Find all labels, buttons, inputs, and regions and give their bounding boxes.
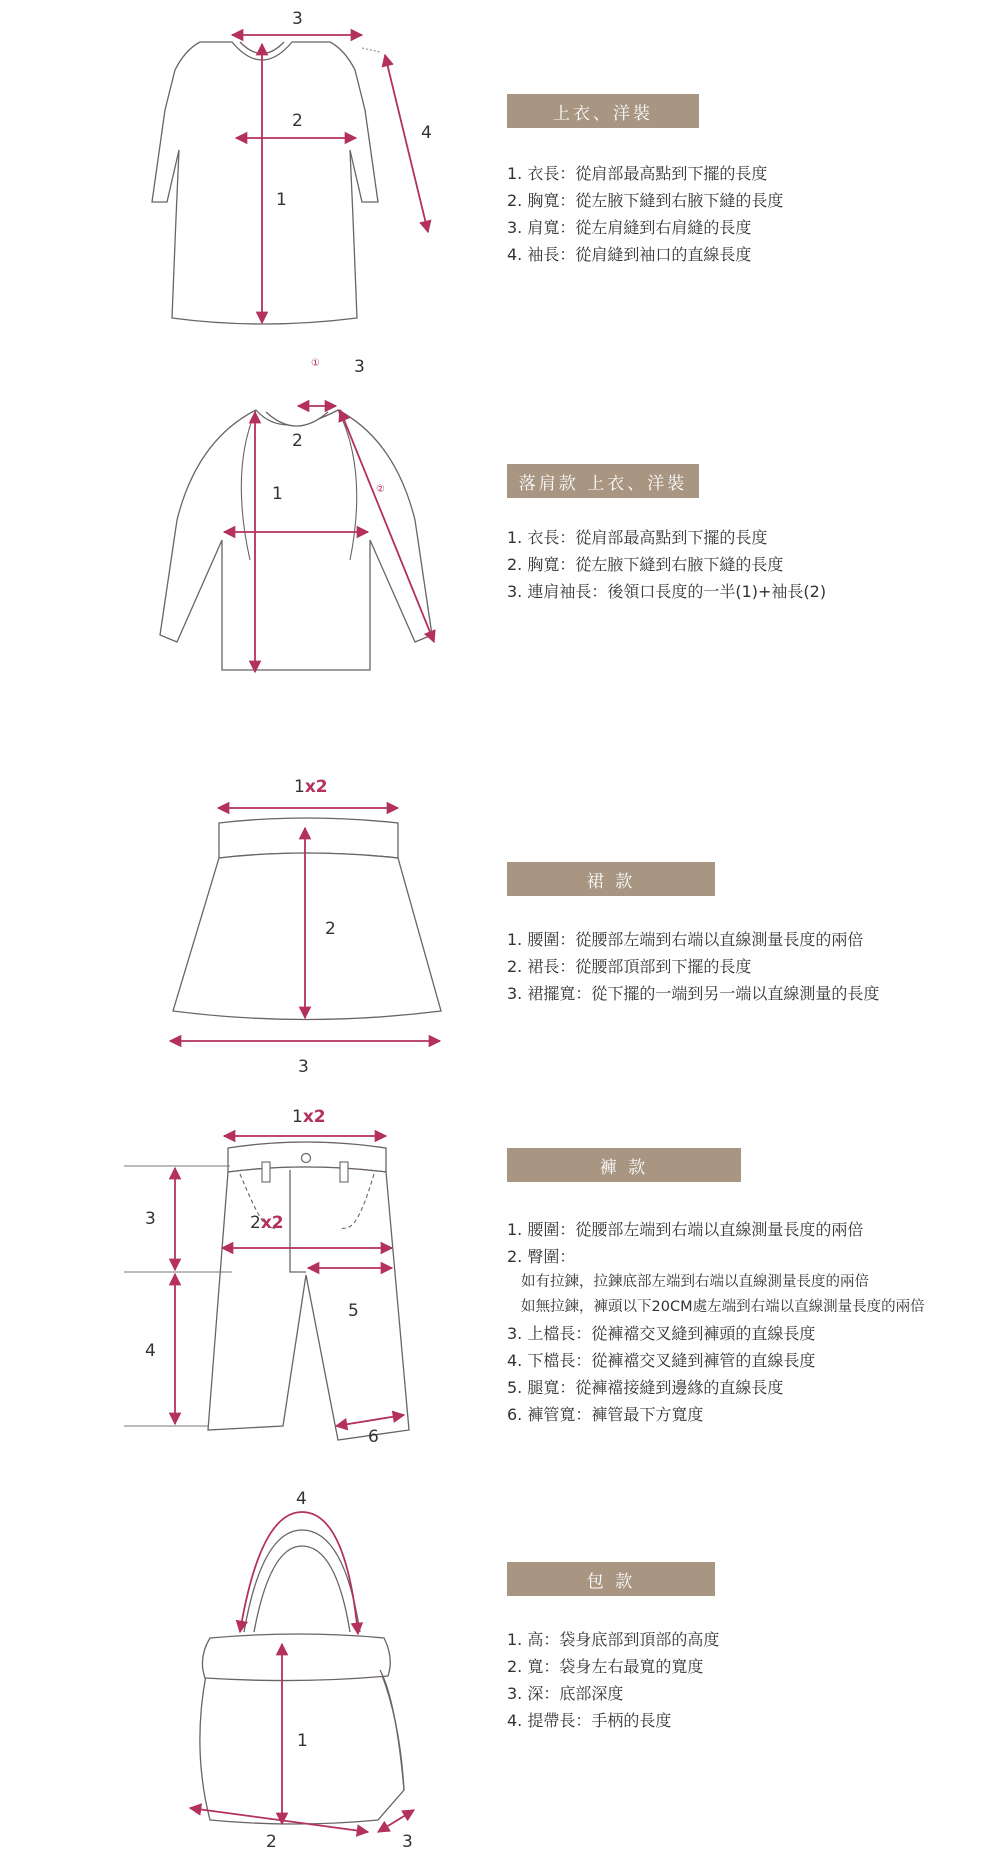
skirt-waistband [219, 818, 398, 858]
tops-item: 1. 衣長：從肩部最高點到下擺的長度 [507, 164, 768, 183]
tops-label-3: 3 [292, 9, 303, 29]
tops-item: 2. 胸寬：從左腋下縫到右腋下縫的長度 [507, 191, 784, 210]
pants-item: 6. 褲管寬：褲管最下方寬度 [507, 1405, 704, 1424]
pants-belt-loop [262, 1162, 270, 1182]
pants-label-6: 6 [368, 1427, 379, 1447]
skirt-body [173, 853, 441, 1020]
drop-shoulder-item: 1. 衣長：從肩部最高點到下擺的長度 [507, 528, 768, 547]
section-drop-shoulder [0, 357, 1000, 700]
pants-item: 2. 臀圍： [507, 1247, 576, 1266]
skirt-label-1: 1x2 [294, 777, 328, 797]
pants-items [507, 1216, 925, 1428]
tops-header: 上衣、洋裝 [507, 94, 699, 128]
bag-handle-outer [244, 1530, 360, 1632]
tops-ref-line [362, 48, 380, 52]
skirt-label-2: 2 [325, 919, 336, 939]
drop-shoulder-item: 3. 連肩袖長：後領口長度的一半(1)+袖長(2) [507, 582, 827, 601]
pants-item: 1. 腰圍：從腰部左端到右端以直線測量長度的兩倍 [507, 1220, 864, 1239]
bag-handle-inner [254, 1546, 350, 1632]
pants-diagram [0, 1100, 500, 1460]
tops-diagram [0, 0, 500, 330]
pants-header: 褲 款 [507, 1148, 741, 1182]
drop-shoulder-label-3: 3 [354, 357, 365, 377]
section-pants [0, 1100, 1000, 1460]
pants-item-sub: 如有拉鍊，拉鍊底部左端到右端以直線測量長度的兩倍 [521, 1274, 869, 1290]
pants-item: 3. 上檔長：從褲襠交叉縫到褲頭的直線長度 [507, 1324, 816, 1343]
skirt-item: 2. 裙長：從腰部頂部到下擺的長度 [507, 957, 752, 976]
skirt-diagram [0, 760, 500, 1090]
pants-label-1: 1x2 [292, 1107, 326, 1127]
drop-shoulder-items [507, 524, 826, 605]
skirt-items [507, 926, 879, 1007]
tops-label-1: 1 [276, 190, 287, 210]
bag-item: 4. 提帶長：手柄的長度 [507, 1711, 672, 1730]
pants-outline [208, 1167, 409, 1440]
pants-belt-loop [340, 1162, 348, 1182]
bag-item: 3. 深：底部深度 [507, 1684, 624, 1703]
pants-label-3: 3 [145, 1209, 156, 1229]
bag-label-2: 2 [266, 1832, 277, 1852]
section-tops [0, 0, 1000, 330]
pants-item-sub: 如無拉鍊，褲頭以下20CM處左端到右端以直線測量長度的兩倍 [521, 1299, 925, 1315]
drop-shoulder-label-1: 1 [272, 484, 283, 504]
bag-header: 包 款 [507, 1562, 715, 1596]
pants-label-2: 2x2 [250, 1213, 284, 1233]
bag-item: 1. 高：袋身底部到頂部的高度 [507, 1630, 720, 1649]
drop-shoulder-diagram [0, 357, 500, 700]
bag-label-3: 3 [402, 1832, 413, 1852]
skirt-item: 1. 腰圍：從腰部左端到右端以直線測量長度的兩倍 [507, 930, 864, 949]
drop-shoulder-label-circle-1: ① [311, 358, 320, 369]
bag-flap [202, 1634, 390, 1681]
skirt-label-3: 3 [298, 1057, 309, 1077]
pants-item: 5. 腿寬：從褲襠接縫到邊緣的直線長度 [507, 1378, 784, 1397]
bag-diagram [0, 1490, 500, 1852]
drop-shoulder-item: 2. 胸寬：從左腋下縫到右腋下縫的長度 [507, 555, 784, 574]
bag-item: 2. 寬：袋身左右最寬的寬度 [507, 1657, 704, 1676]
tops-label-2: 2 [292, 111, 303, 131]
tops-garment-outline [152, 42, 378, 324]
bag-label-4: 4 [296, 1489, 307, 1509]
section-skirt [0, 760, 1000, 1090]
pants-label-4: 4 [145, 1341, 156, 1361]
pants-button-icon [302, 1154, 311, 1163]
skirt-item: 3. 裙擺寬：從下擺的一端到另一端以直線測量的長度 [507, 984, 880, 1003]
bag-items [507, 1626, 719, 1734]
pants-label-5: 5 [348, 1301, 359, 1321]
bag-label-1: 1 [297, 1731, 308, 1751]
drop-shoulder-label-circle-2: ② [376, 484, 385, 495]
tops-items [507, 160, 783, 268]
drop-shoulder-label-2: 2 [292, 431, 303, 451]
drop-shoulder-header: 落肩款 上衣、洋裝 [507, 464, 699, 498]
tops-item: 3. 肩寬：從左肩縫到右肩縫的長度 [507, 218, 752, 237]
section-bag [0, 1490, 1000, 1852]
skirt-header: 裙 款 [507, 862, 715, 896]
pants-item: 4. 下檔長：從褲襠交叉縫到褲管的直線長度 [507, 1351, 816, 1370]
tops-label-4: 4 [421, 123, 432, 143]
tops-item: 4. 袖長：從肩縫到袖口的直線長度 [507, 245, 752, 264]
tops-sleeve-arrow [385, 55, 428, 232]
